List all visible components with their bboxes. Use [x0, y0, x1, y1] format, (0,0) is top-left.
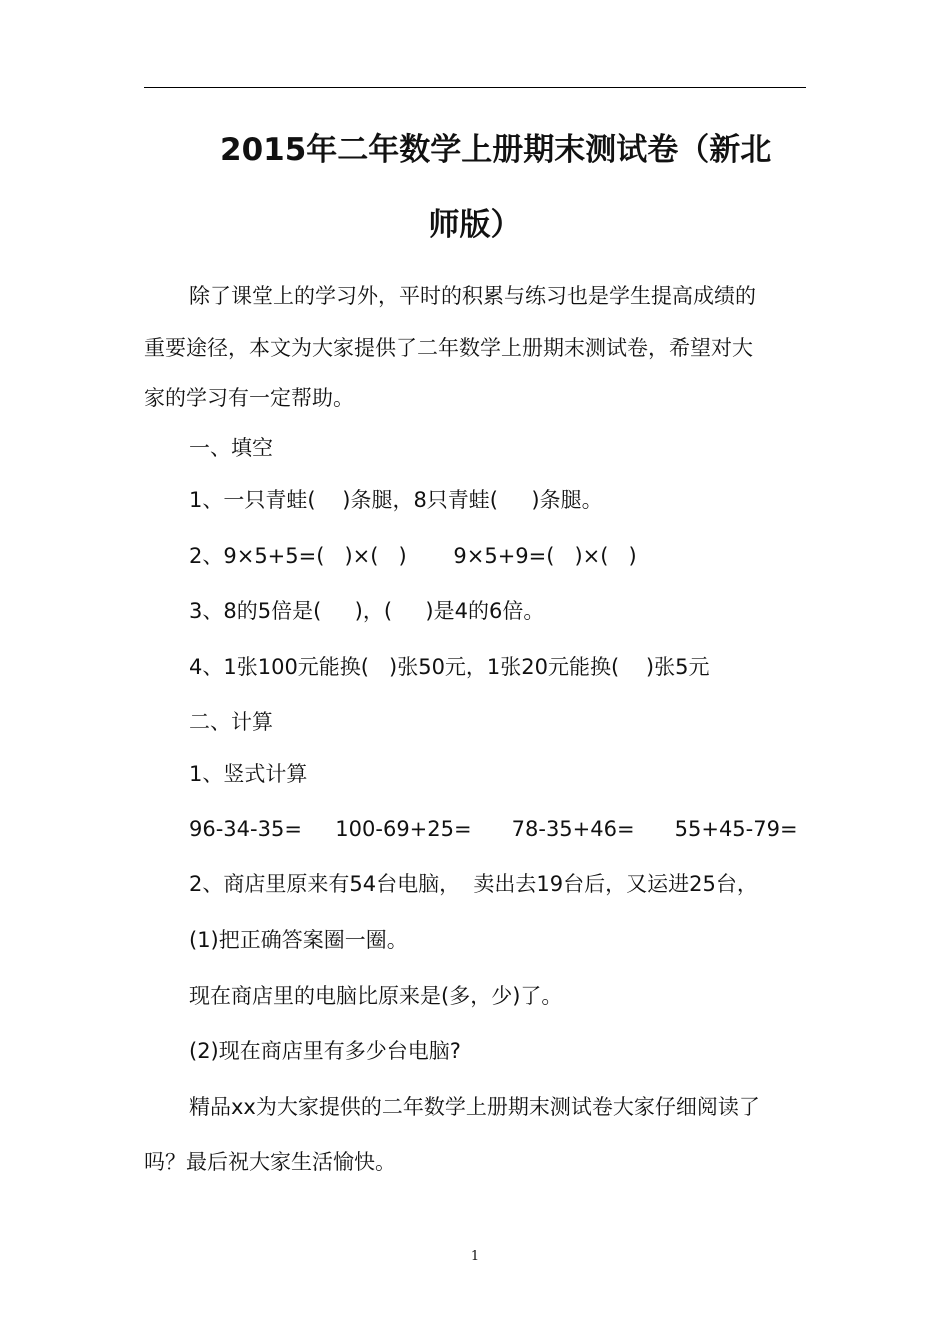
word-problem-part-1-text: 现在商店里的电脑比原来是(多，少)了。: [189, 984, 563, 1008]
fill-question-2: 2、9×5+5=( )×( ) 9×5+9=( )×( ): [189, 544, 637, 568]
intro-line-1: 除了课堂上的学习外，平时的积累与练习也是学生提高成绩的: [189, 284, 756, 308]
word-problem-part-1: (1)把正确答案圈一圈。: [189, 928, 408, 952]
section-heading-fill: 一、填空: [189, 436, 273, 460]
word-problem-part-2: (2)现在商店里有多少台电脑?: [189, 1039, 461, 1063]
outro-line-2: 吗？最后祝大家生活愉快。: [144, 1150, 396, 1174]
document-title-line-1: 2015年二年数学上册期末测试卷（新北: [220, 132, 772, 168]
outro-line-1: 精品xx为大家提供的二年数学上册期末测试卷大家仔细阅读了: [189, 1095, 760, 1119]
fill-question-4: 4、1张100元能换( )张50元，1张20元能换( )张5元: [189, 655, 710, 679]
fill-question-3: 3、8的5倍是( )，( )是4的6倍。: [189, 599, 545, 623]
page-number: 1: [470, 1249, 480, 1264]
section-heading-calc: 二、计算: [189, 710, 273, 734]
word-problem: 2、商店里原来有54台电脑， 卖出去19台后，又运进25台，: [189, 872, 758, 896]
intro-line-3: 家的学习有一定帮助。: [144, 386, 354, 410]
header-rule: [144, 87, 806, 88]
intro-line-2: 重要途径，本文为大家提供了二年数学上册期末测试卷，希望对大: [144, 336, 753, 360]
calc-expressions: 96-34-35= 100-69+25= 78-35+46= 55+45-79=: [189, 817, 798, 841]
calc-title: 1、竖式计算: [189, 762, 308, 786]
document-title-line-2: 师版）: [428, 207, 522, 243]
fill-question-1: 1、一只青蛙( )条腿，8只青蛙( )条腿。: [189, 488, 603, 512]
